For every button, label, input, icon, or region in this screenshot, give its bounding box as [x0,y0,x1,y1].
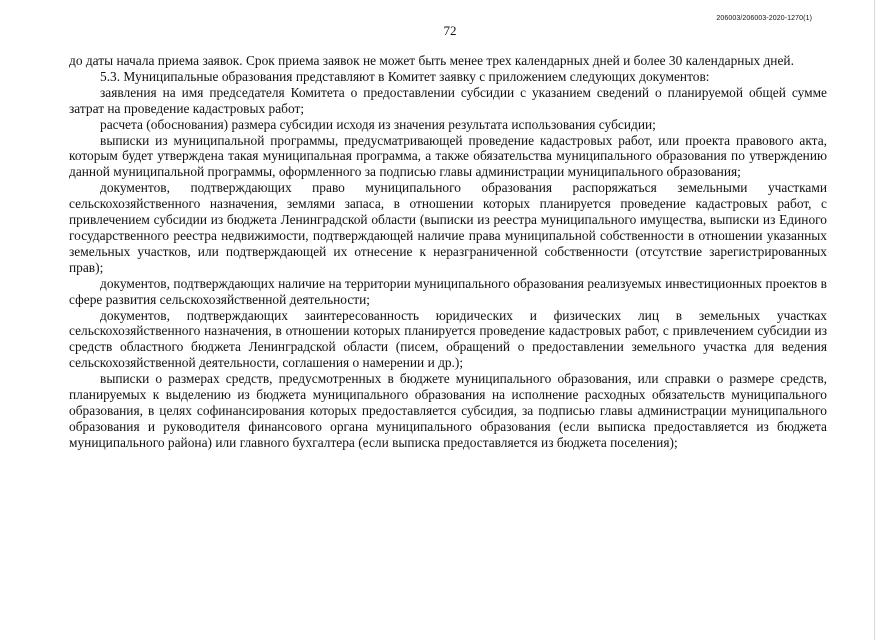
paragraph-continuation: до даты начала приема заявок. Срок приема заявок не может быть менее трех календарных дней и более 30 календарных дней. [69,53,794,68]
paragraph-budget-extract-item: выписки о размерах средств, предусмотренных в бюджете муниципального образования, или справки о размере средств, планируемых к выделению из бюджета муниципального образования на исполнение расходных обязательств муниципального образования, в целях софинансирования которых предоставляется субсидия, за подписью главы администрации муниципального образования и руководителя финансового органа муниципального образования (если выписка предоставляется из бюджета муниципального района) или главного бухгалтера (если выписка предоставляется из бюджета поселения); [69,371,827,450]
paragraph-application-item: заявления на имя председателя Комитета о предоставлении субсидии с указанием сведений о планируемой общей сумме затрат на проведение кадастровых работ; [69,84,827,116]
paragraph-program-extract-item: выписки из муниципальной программы, предусматривающей проведение кадастровых работ, или проекта правового акта, которым будет утверждена такая муниципальная программа, а также обязательства муниципального образования по утверждению данной муниципальной программы, оформленного за подписью главы администрации муниципального образования; [69,132,827,180]
document-body [69,53,827,451]
paragraph-section-5-3: 5.3. Муниципальные образования представляют в Комитет заявку с приложением следующих документов: [100,68,710,84]
paragraph-land-rights-item: документов, подтверждающих право муниципального образования распоряжаться земельными участками сельскохозяйственного назначения, землями запаса, в отношении которых планируется проведение кадастровых работ, с привлечением субсидии из бюджета Ленинградской области (выписки из реестра муниципального имущества, выписки из Единого государственного реестра недвижимости, подтверждающей наличие права муниципальной собственности в отношении указанных земельных участков, или подтверждающей их отнесение к неразграниченной собственности (отсутствие зарегистрированных прав); [69,180,827,275]
paragraph-interest-item: документов, подтверждающих заинтересованность юридических и физических лиц в земельных участках сельскохозяйственного назначения, в отношении которых планируется проведение кадастровых работ, с привлечением субсидии из средств областного бюджета Ленинградской области (писем, обращений о предоставлении земельного участка для ведения сельскохозяйственной деятельности, соглашения о намерении и др.); [69,307,827,371]
document-id: 206003/206003-2020-1270(1) [716,15,812,22]
paragraph-investment-projects-item: документов, подтверждающих наличие на территории муниципального образования реализуемых инвестиционных проектов в сфере развития сельскохозяйственной деятельности; [69,275,827,307]
page-number: 72 [443,23,457,38]
paragraph-calculation-item: расчета (обоснования) размера субсидии исходя из значения результата использования субсидии; [100,116,656,132]
